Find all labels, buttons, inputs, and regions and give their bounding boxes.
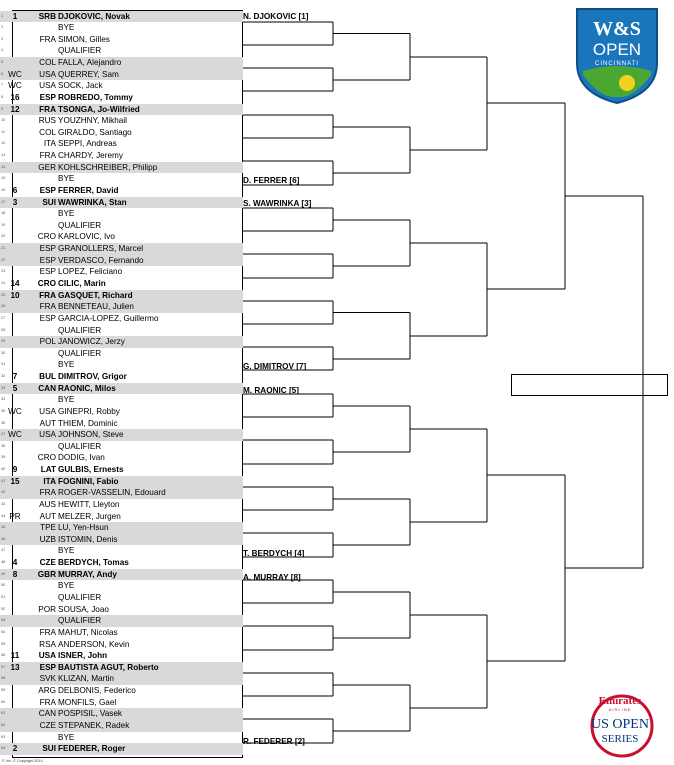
player-name: QUALIFIER — [58, 325, 102, 335]
player-name: MELZER, Jurgen — [58, 511, 121, 521]
player-name: YOUZHNY, Mikhail — [58, 116, 128, 126]
country-code: ESP — [39, 267, 56, 277]
country-code: CRO — [37, 232, 56, 242]
player-name: DELBONIS, Federico — [58, 686, 136, 696]
player-name: FOGNINI, Fabio — [58, 476, 119, 486]
seed-label: 13 — [10, 662, 20, 672]
seed-label: 9 — [12, 465, 18, 475]
position-number: 7 — [1, 83, 4, 88]
country-code: ITA — [43, 476, 56, 486]
country-code: CZE — [39, 720, 56, 730]
position-number: 41 — [1, 478, 6, 483]
player-name: CILIC, Marin — [58, 278, 106, 288]
player-name: BYE — [58, 209, 75, 219]
country-code: ARG — [38, 686, 56, 696]
position-number: 31 — [1, 362, 6, 367]
position-number: 27 — [1, 315, 6, 320]
round-winner-label: D. FERRER [6] — [243, 175, 300, 185]
position-number: 58 — [1, 676, 6, 681]
country-code: POL — [39, 337, 56, 347]
svg-text:SERIES: SERIES — [601, 733, 639, 745]
player-name: GASQUET, Richard — [58, 290, 133, 300]
seed-label: 16 — [10, 92, 20, 102]
position-number: 52 — [1, 606, 6, 611]
country-code: ITA — [43, 139, 56, 149]
seed-label: WC — [8, 69, 22, 79]
player-name: GARCIA-LOPEZ, Guillermo — [58, 313, 159, 323]
position-number: 34 — [1, 397, 6, 402]
position-number: 55 — [1, 641, 6, 646]
player-name: BAUTISTA AGUT, Roberto — [58, 662, 159, 672]
country-code: ESP — [39, 255, 56, 265]
seed-label: 11 — [10, 651, 20, 661]
position-number: 11 — [1, 129, 5, 134]
position-number: 61 — [1, 711, 6, 716]
round-winner-label: S. WAWRINKA [3] — [243, 198, 312, 208]
player-name: ANDERSON, Kevin — [58, 639, 130, 649]
position-number: 56 — [1, 653, 6, 658]
country-code: ESP — [39, 92, 56, 102]
player-name: HEWITT, Lleyton — [58, 499, 120, 509]
seed-label: 15 — [10, 476, 20, 486]
position-number: 40 — [1, 467, 6, 472]
position-number: 22 — [1, 257, 6, 262]
country-code: UZB — [39, 534, 56, 544]
country-code: CZE — [39, 558, 56, 568]
position-number: 9 — [1, 106, 4, 111]
country-code: CAN — [38, 383, 56, 393]
position-number: 47 — [1, 548, 6, 553]
country-code: USA — [39, 406, 56, 416]
position-number: 14 — [1, 164, 6, 169]
player-name: STEPANEK, Radek — [58, 720, 130, 730]
player-name: ROGER-VASSELIN, Edouard — [58, 488, 166, 498]
player-name: KLIZAN, Martin — [58, 674, 114, 684]
country-code: AUT — [39, 418, 56, 428]
player-name: KARLOVIC, Ivo — [58, 232, 115, 242]
player-name: QUERREY, Sam — [58, 69, 119, 79]
country-code: POR — [38, 604, 56, 614]
player-name: BYE — [58, 23, 75, 33]
country-code: COL — [39, 58, 56, 68]
position-number: 25 — [1, 292, 6, 297]
position-number: 29 — [1, 339, 6, 344]
country-code: TPE — [40, 523, 56, 533]
position-number: 57 — [1, 664, 6, 669]
player-name: BYE — [58, 360, 75, 370]
position-number: 23 — [1, 269, 6, 274]
player-name: GULBIS, Ernests — [58, 465, 124, 475]
country-code: SVK — [39, 674, 56, 684]
player-name: MAHUT, Nicolas — [58, 627, 118, 637]
position-number: 64 — [1, 746, 6, 751]
player-name: QUALIFIER — [58, 348, 102, 358]
country-code: FRA — [39, 151, 56, 161]
country-code: USA — [39, 430, 56, 440]
seed-label: WC — [8, 81, 22, 91]
seed-label: 2 — [12, 744, 18, 754]
position-number: 49 — [1, 571, 6, 576]
player-name: SOCK, Jack — [58, 81, 103, 91]
position-number: 32 — [1, 374, 6, 379]
country-code: AUT — [39, 511, 56, 521]
country-code: SRB — [38, 11, 56, 21]
country-code: FRA — [39, 104, 56, 114]
player-name: QUALIFIER — [58, 616, 102, 626]
position-number: 63 — [1, 734, 6, 739]
player-name: SOUSA, Joao — [58, 604, 109, 614]
player-name: JOHNSON, Steve — [58, 430, 124, 440]
seed-label: 12 — [10, 104, 20, 114]
position-number: 44 — [1, 513, 6, 518]
player-name: JANOWICZ, Jerzy — [58, 337, 125, 347]
round-winner-label: G. DIMITROV [7] — [243, 361, 307, 371]
country-code: RUS — [38, 116, 56, 126]
position-number: 59 — [1, 688, 6, 693]
country-code: FRA — [39, 290, 56, 300]
player-name: WAWRINKA, Stan — [58, 197, 127, 207]
position-number: 12 — [1, 141, 6, 146]
country-code: USA — [38, 651, 56, 661]
position-number: 1 — [1, 13, 4, 18]
position-number: 8 — [1, 94, 4, 99]
player-name: BENNETEAU, Julien — [58, 302, 134, 312]
country-code: FRA — [39, 488, 56, 498]
position-number: 19 — [1, 222, 6, 227]
round-winner-label: T. BERDYCH [4] — [243, 548, 305, 558]
position-number: 38 — [1, 443, 6, 448]
seed-label: 6 — [12, 185, 18, 195]
player-name: BERDYCH, Tomas — [58, 558, 129, 568]
player-name: SEPPI, Andreas — [58, 139, 117, 149]
country-code: SUI — [42, 744, 56, 754]
player-name: KOHLSCHREIBER, Philipp — [58, 162, 158, 172]
player-name: QUALIFIER — [58, 593, 102, 602]
country-code: LAT — [40, 465, 56, 475]
position-number: 48 — [1, 560, 6, 565]
position-number: 2 — [1, 25, 4, 30]
country-code: COL — [39, 127, 56, 137]
player-name: BYE — [58, 395, 75, 405]
player-name: CHARDY, Jeremy — [58, 151, 123, 161]
position-number: 35 — [1, 408, 6, 413]
seed-label: 3 — [12, 197, 18, 207]
country-code: ESP — [39, 185, 56, 195]
player-name: POSPISIL, Vasek — [58, 709, 123, 719]
position-number: 13 — [1, 153, 6, 158]
seed-label: 4 — [12, 558, 18, 568]
player-name: LU, Yen-Hsun — [58, 523, 109, 533]
country-code: ESP — [39, 313, 56, 323]
position-number: 24 — [1, 280, 6, 285]
seed-label: PR — [9, 511, 21, 521]
position-number: 10 — [1, 118, 6, 123]
country-code: FRA — [39, 34, 56, 44]
country-code: SUI — [42, 197, 56, 207]
player-name: BYE — [58, 581, 75, 591]
country-code: GER — [38, 162, 56, 172]
country-code: USA — [39, 69, 56, 79]
position-number: 15 — [1, 176, 6, 181]
svg-text:OPEN: OPEN — [592, 40, 642, 59]
player-name: BYE — [58, 732, 75, 742]
player-name: GIRALDO, Santiago — [58, 127, 132, 137]
position-number: 26 — [1, 304, 6, 309]
seed-label: 7 — [12, 372, 18, 382]
position-number: 60 — [1, 699, 6, 704]
country-code: FRA — [39, 697, 56, 707]
final-winner-box — [511, 374, 668, 396]
cincinnati-open-logo — [573, 5, 661, 105]
player-name: ROBREDO, Tommy — [58, 92, 133, 102]
player-name: GINEPRI, Robby — [58, 406, 120, 416]
svg-text:CINCINNATI: CINCINNATI — [595, 61, 639, 67]
round-winner-label: M. RAONIC [5] — [243, 385, 299, 395]
position-number: 45 — [1, 525, 6, 530]
seed-label: 14 — [10, 278, 20, 288]
country-code: ESP — [39, 662, 56, 672]
position-number: 28 — [1, 327, 6, 332]
position-number: 3 — [1, 36, 4, 41]
position-number: 42 — [1, 490, 6, 495]
player-name: MURRAY, Andy — [58, 569, 117, 579]
player-name: DJOKOVIC, Novak — [58, 11, 130, 21]
svg-text:Emirates: Emirates — [598, 695, 642, 707]
position-number: 30 — [1, 350, 6, 355]
position-number: 54 — [1, 629, 6, 634]
position-number: 62 — [1, 722, 6, 727]
position-number: 33 — [1, 385, 6, 390]
country-code: CRO — [37, 453, 56, 463]
seed-label: WC — [8, 430, 22, 440]
player-name: BYE — [58, 174, 75, 184]
seed-label: 5 — [12, 383, 18, 393]
round-winner-label: N. DJOKOVIC [1] — [243, 11, 309, 21]
player-name: FEDERER, Roger — [58, 744, 126, 754]
player-name: BYE — [58, 546, 75, 556]
country-code: BUL — [39, 372, 56, 382]
seed-label: 8 — [12, 569, 18, 579]
country-code: ESP — [39, 244, 56, 254]
position-number: 37 — [1, 432, 6, 437]
player-name: QUALIFIER — [58, 46, 102, 56]
us-open-series-logo — [582, 686, 658, 758]
country-code: FRA — [39, 627, 56, 637]
country-code: CRO — [37, 278, 56, 288]
country-code: GBR — [37, 569, 56, 579]
position-number: 6 — [1, 71, 4, 76]
position-number: 5 — [1, 60, 4, 65]
position-number: 43 — [1, 501, 6, 506]
player-name: THIEM, Dominic — [58, 418, 118, 428]
svg-text:AIRLINE: AIRLINE — [608, 707, 632, 712]
player-name: LOPEZ, Feliciano — [58, 267, 123, 277]
seed-label: 10 — [10, 290, 20, 300]
player-name: QUALIFIER — [58, 220, 102, 230]
position-number: 51 — [1, 595, 6, 599]
position-number: 36 — [1, 420, 6, 425]
country-code: RSA — [39, 639, 56, 649]
position-number: 46 — [1, 536, 6, 541]
player-name: VERDASCO, Fernando — [58, 255, 144, 265]
position-number: 17 — [1, 199, 6, 204]
country-code: USA — [39, 81, 56, 91]
position-number: 4 — [1, 48, 4, 53]
player-name: ISNER, John — [58, 651, 108, 661]
svg-text:US OPEN: US OPEN — [591, 717, 649, 732]
player-name: QUALIFIER — [58, 441, 102, 451]
position-number: 53 — [1, 618, 6, 623]
player-name: FALLA, Alejandro — [58, 58, 122, 68]
position-number: 21 — [1, 246, 6, 251]
position-number: 16 — [1, 187, 6, 192]
player-name: DODIG, Ivan — [58, 453, 105, 463]
player-name: RAONIC, Milos — [58, 383, 116, 393]
country-code: CAN — [38, 709, 56, 719]
position-number: 50 — [1, 583, 6, 588]
player-name: SIMON, Gilles — [58, 34, 110, 44]
seed-label: WC — [8, 406, 22, 416]
svg-text:W&S: W&S — [593, 18, 641, 40]
player-name: GRANOLLERS, Marcel — [58, 244, 144, 254]
position-number: 39 — [1, 455, 6, 460]
seed-label: 1 — [12, 11, 18, 21]
player-name: MONFILS, Gael — [58, 697, 117, 707]
round-winner-label: R. FEDERER [2] — [243, 736, 305, 746]
position-number: 18 — [1, 211, 6, 216]
round-winner-label: A. MURRAY [8] — [243, 572, 301, 582]
country-code: AUS — [39, 499, 56, 509]
player-name: DIMITROV, Grigor — [58, 372, 127, 382]
copyright-notice: © Inc. © Copyright 2014 — [2, 759, 43, 763]
country-code: FRA — [39, 302, 56, 312]
player-name: ISTOMIN, Denis — [58, 534, 118, 544]
player-name: FERRER, David — [58, 185, 119, 195]
position-number: 20 — [1, 234, 6, 239]
player-name: TSONGA, Jo-Wilfried — [58, 104, 140, 114]
